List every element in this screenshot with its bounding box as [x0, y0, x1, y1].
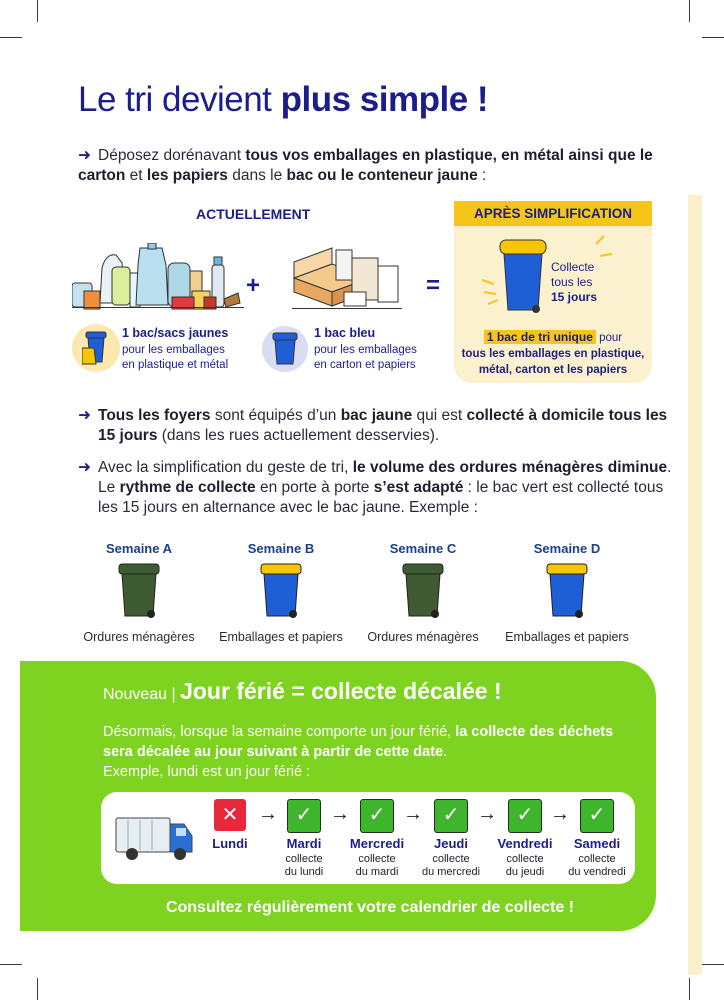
page-title: [78, 80, 488, 120]
week-b-desc: Emballages et papiers: [219, 630, 343, 644]
equals-sign: =: [426, 272, 441, 299]
day-sub-line: collecte: [358, 853, 396, 865]
crop-mark: [0, 964, 22, 965]
arrow-right-icon: ➜: [78, 407, 91, 424]
bullet-bold: le volume des ordures ménagères diminue: [352, 459, 668, 476]
yellow-bin-text: [122, 326, 228, 373]
day-sub-line: collecte: [506, 853, 544, 865]
intro-text: Déposez dorénavant: [98, 147, 246, 164]
day-sub-saturday: [552, 853, 642, 879]
arrow-right-icon: →: [330, 803, 350, 825]
day-sub-line: du vendredi: [568, 866, 626, 878]
day-wednesday: Mercredi: [349, 836, 405, 851]
holiday-prefix: Nouveau |: [103, 686, 181, 703]
day-thursday: Jeudi: [434, 836, 468, 851]
week-c-label: Semaine C: [389, 541, 457, 556]
bullet-text: Avec la simplification du geste de tri,: [98, 459, 353, 476]
crop-mark: [37, 978, 38, 1000]
title-bold: plus simple !: [280, 80, 489, 119]
check-icon: ✓: [368, 804, 386, 826]
bullet-text: : le bac vert est collecté tous les 15 jours en alternance avec le bac jaune. Exemple :: [98, 479, 664, 516]
intro-text: :: [477, 167, 487, 184]
intro-text: dans le: [227, 167, 287, 184]
check-icon: ✓: [442, 804, 460, 826]
intro-bold: les papiers: [146, 167, 228, 184]
day-monday: Lundi: [212, 836, 248, 851]
week-a-desc: Ordures ménagères: [83, 630, 195, 644]
day-friday: Vendredi: [497, 836, 553, 851]
day-sub-line: collecte: [432, 853, 470, 865]
holiday-footer: Consultez régulièrement votre calendrier de collecte !: [165, 899, 575, 916]
unique-bin-line: métal, carton et les papiers: [478, 364, 628, 376]
arrow-right-icon: ➜: [78, 459, 91, 476]
carton-paper-illustration: [292, 246, 402, 310]
title-normal: Le tri devient: [78, 80, 281, 119]
yellow-bin-desc: pour les emballages: [122, 344, 225, 356]
blue-bin-desc: pour les emballages: [314, 344, 417, 356]
day-sub-line: du mardi: [355, 866, 399, 878]
arrow-right-icon: →: [403, 803, 423, 825]
intro-paragraph: [78, 146, 658, 186]
yellow-bin-title: 1 bac/sacs jaunes: [122, 326, 229, 340]
blue-bin-text: [314, 326, 417, 373]
bullet-bold: collecté à domicile tous les 15 jours: [98, 407, 668, 444]
cross-icon: ✕: [221, 804, 239, 826]
plastic-packaging-illustration: [72, 243, 244, 313]
collect-line: Collecte: [551, 260, 595, 274]
unique-bin-line: tous les emballages en plastique,: [461, 348, 645, 360]
plus-sign: +: [246, 272, 261, 299]
holiday-heading: Jour férié = collecte décalée !: [180, 678, 502, 704]
arrow-right-icon: →: [258, 803, 278, 825]
current-heading: ACTUELLEMENT: [196, 206, 311, 222]
bullet-text: (dans les rues actuellement desservies).: [157, 427, 440, 444]
bullet-bold: Tous les foyers: [98, 407, 211, 424]
crop-mark: [37, 0, 38, 22]
check-icon: ✓: [588, 804, 606, 826]
week-d-desc: Emballages et papiers: [505, 630, 629, 644]
truck-icon: [114, 814, 196, 864]
green-bin-icon: [117, 562, 161, 620]
week-d-label: Semaine D: [533, 541, 601, 556]
arrow-right-icon: →: [550, 803, 570, 825]
day-sub-line: du mercredi: [421, 866, 481, 878]
blue-yellow-bin-icon: [259, 562, 303, 620]
crop-mark: [702, 964, 724, 965]
bullet-text: qui est: [412, 407, 467, 424]
bullet-text: en porte à porte: [255, 479, 374, 496]
intro-text: et: [125, 167, 147, 184]
crop-mark: [689, 978, 690, 1000]
holiday-text-part: .: [443, 744, 448, 760]
day-saturday: Samedi: [573, 836, 621, 851]
blue-bin-icon: [272, 332, 298, 366]
crop-mark: [702, 37, 724, 38]
crop-mark: [0, 37, 22, 38]
bullet-simplification: [78, 458, 678, 518]
yellow-bin-desc: en plastique et métal: [122, 359, 229, 371]
day-sub-line: collecte: [285, 853, 323, 865]
collect-days: 15 jours: [551, 290, 598, 304]
crop-mark: [689, 0, 690, 22]
check-icon: ✓: [516, 804, 534, 826]
blue-bin-desc: en carton et papiers: [314, 359, 416, 371]
collect-info: [551, 260, 597, 305]
holiday-text-part: Désormais, lorsque la semaine comporte un jour férié,: [103, 724, 456, 740]
holiday-title: [103, 678, 502, 705]
check-icon: ✓: [295, 804, 313, 826]
holiday-text: [103, 722, 623, 782]
day-tuesday: Mardi: [286, 836, 322, 851]
unique-bin-rest: pour: [595, 332, 623, 344]
bullet-text: . Le: [98, 459, 672, 496]
yellow-bag-icon: [82, 330, 110, 366]
holiday-text-bold: la collecte des déchets sera décalée au jour suivant à partir de cette date: [103, 724, 614, 760]
week-b-label: Semaine B: [247, 541, 315, 556]
side-tab: [688, 195, 702, 975]
day-sub-line: du lundi: [284, 866, 324, 878]
collect-line: tous les: [551, 275, 593, 289]
arrow-right-icon: ➜: [78, 147, 91, 164]
bullet-bold: s’est adapté: [373, 479, 464, 496]
after-heading: APRÈS SIMPLIFICATION: [473, 206, 632, 221]
day-sub-line: du jeudi: [505, 866, 545, 878]
intro-bold: bac ou le conteneur jaune: [286, 167, 478, 184]
intro-bold: tous vos emballages en plastique, en métal ainsi que le carton: [78, 147, 653, 184]
blue-yellow-bin-icon: [545, 562, 589, 620]
unique-bin-text: [454, 329, 652, 378]
bullet-text: sont équipés d’un: [210, 407, 341, 424]
day-sub-line: collecte: [578, 853, 616, 865]
bullet-bold: bac jaune: [340, 407, 413, 424]
bullet-foyers: [78, 406, 678, 446]
blue-bin-title: 1 bac bleu: [314, 326, 376, 340]
unique-bin-highlight: 1 bac de tri unique: [484, 330, 596, 344]
green-bin-icon: [401, 562, 445, 620]
week-a-label: Semaine A: [106, 541, 172, 556]
yellow-lid-bin-illustration: [480, 234, 620, 314]
arrow-right-icon: →: [477, 803, 497, 825]
holiday-example: Exemple, lundi est un jour férié :: [103, 764, 311, 780]
week-c-desc: Ordures ménagères: [367, 630, 479, 644]
bullet-bold: rythme de collecte: [119, 479, 256, 496]
